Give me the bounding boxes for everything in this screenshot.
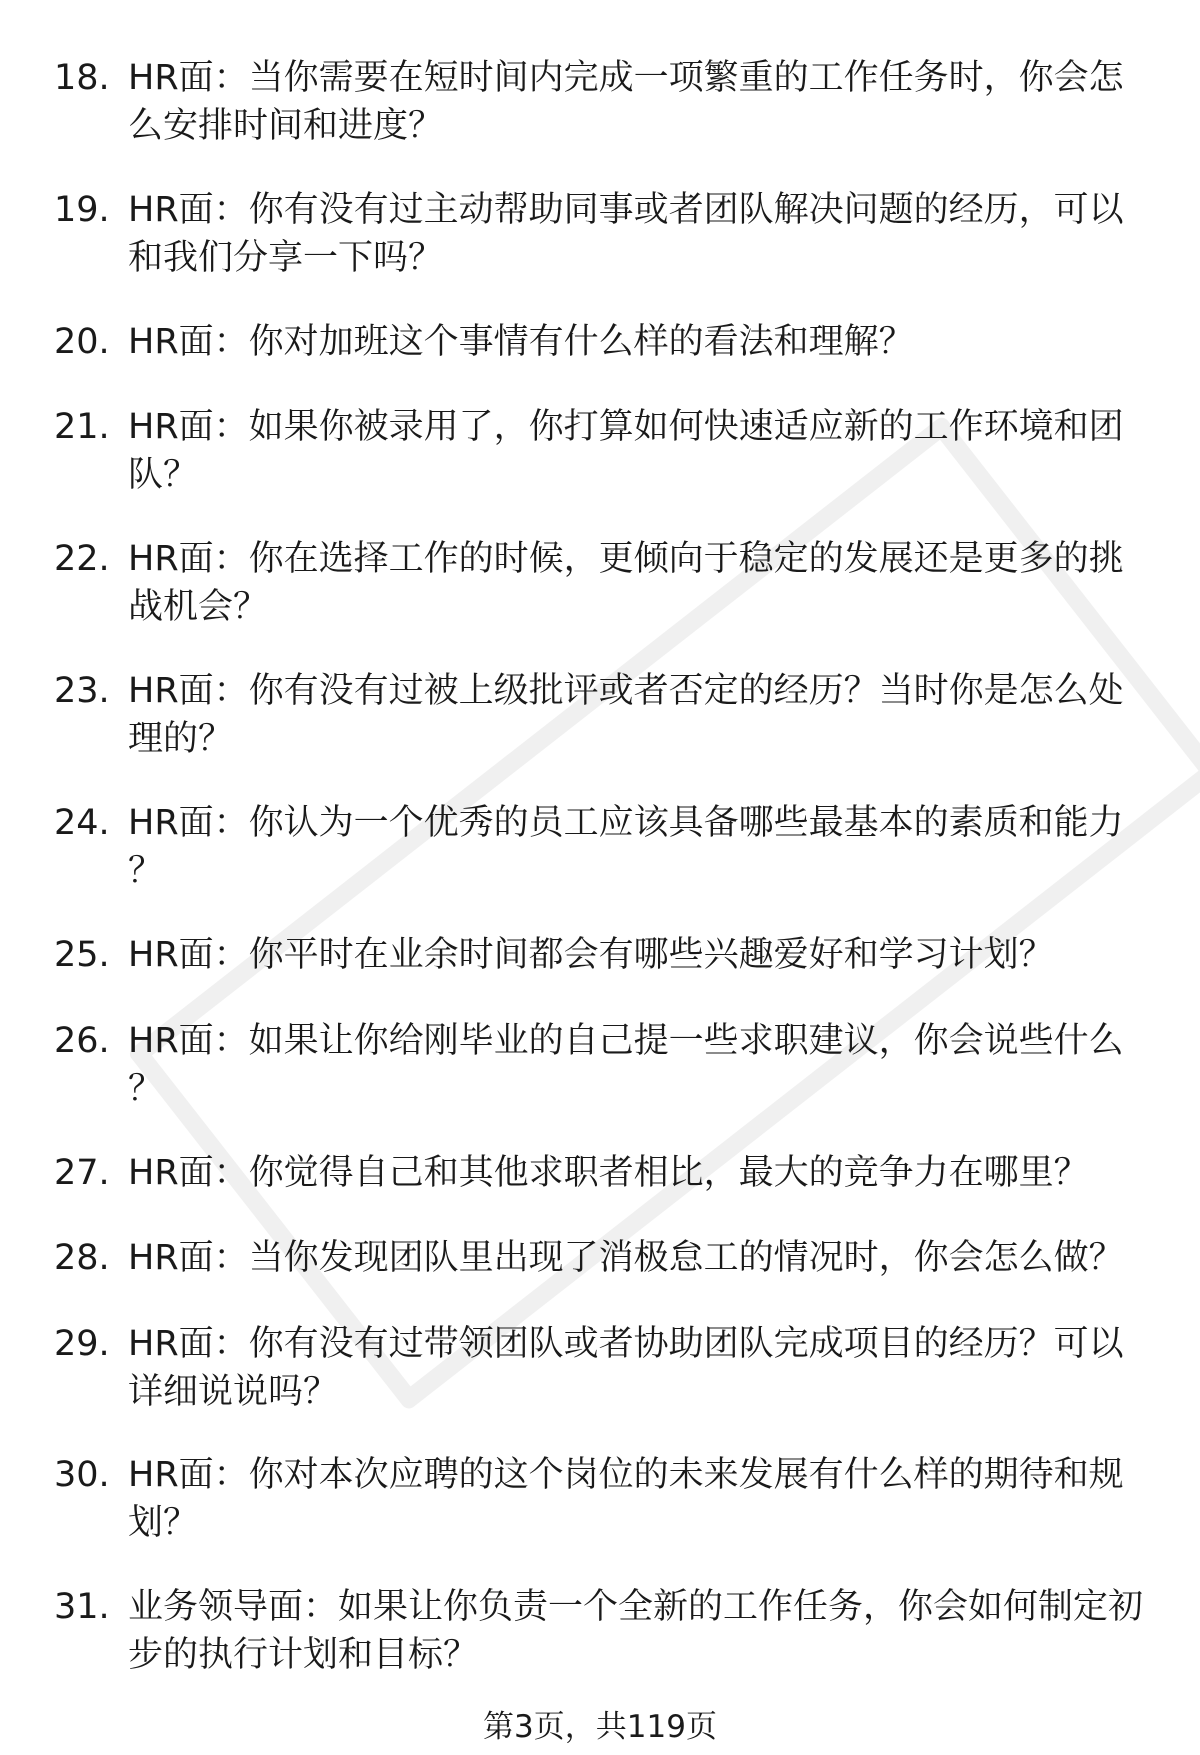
question-text: HR面：如果让你给刚毕业的自己提一些求职建议，你会说些什么？ <box>128 1021 1124 1109</box>
question-number: 19. <box>54 190 110 230</box>
question-text: HR面：你在选择工作的时候，更倾向于稳定的发展还是更多的挑战机会？ <box>128 539 1124 627</box>
question-number: 22. <box>54 539 110 579</box>
question-number: 31. <box>54 1587 110 1627</box>
page-indicator: 第3页，共119页 <box>483 1709 717 1745</box>
question-text: HR面：你觉得自己和其他求职者相比，最大的竞争力在哪里？ <box>128 1153 1089 1193</box>
question-number: 25. <box>54 935 110 975</box>
question-number: 23. <box>54 671 110 711</box>
question-text: HR面：你对本次应聘的这个岗位的未来发展有什么样的期待和规划？ <box>128 1455 1124 1543</box>
question-number: 21. <box>54 407 110 447</box>
question-number: 27. <box>54 1153 110 1193</box>
question-text: HR面：你对加班这个事情有什么样的看法和理解？ <box>128 322 914 362</box>
question-text: 业务领导面：如果让你负责一个全新的工作任务，你会如何制定初步的执行计划和目标？ <box>128 1587 1144 1675</box>
question-text: HR面：你有没有过带领团队或者协助团队完成项目的经历？可以详细说说吗？ <box>128 1324 1124 1412</box>
question-text: HR面：你认为一个优秀的员工应该具备哪些最基本的素质和能力？ <box>128 803 1124 891</box>
question-text: HR面：当你需要在短时间内完成一项繁重的工作任务时，你会怎么安排时间和进度？ <box>128 58 1124 146</box>
question-number: 29. <box>54 1324 110 1364</box>
question-number: 18. <box>54 58 110 98</box>
question-text: HR面：你平时在业余时间都会有哪些兴趣爱好和学习计划？ <box>128 935 1054 975</box>
question-text: HR面：当你发现团队里出现了消极怠工的情况时，你会怎么做？ <box>128 1238 1124 1278</box>
question-number: 28. <box>54 1238 110 1278</box>
question-number: 30. <box>54 1455 110 1495</box>
question-number: 26. <box>54 1021 110 1061</box>
question-number: 24. <box>54 803 110 843</box>
question-text: HR面：你有没有过主动帮助同事或者团队解决问题的经历，可以和我们分享一下吗？ <box>128 190 1124 278</box>
question-text: HR面：你有没有过被上级批评或者否定的经历？当时你是怎么处理的？ <box>128 671 1124 759</box>
question-text: HR面：如果你被录用了，你打算如何快速适应新的工作环境和团队？ <box>128 407 1124 495</box>
question-number: 20. <box>54 322 110 362</box>
